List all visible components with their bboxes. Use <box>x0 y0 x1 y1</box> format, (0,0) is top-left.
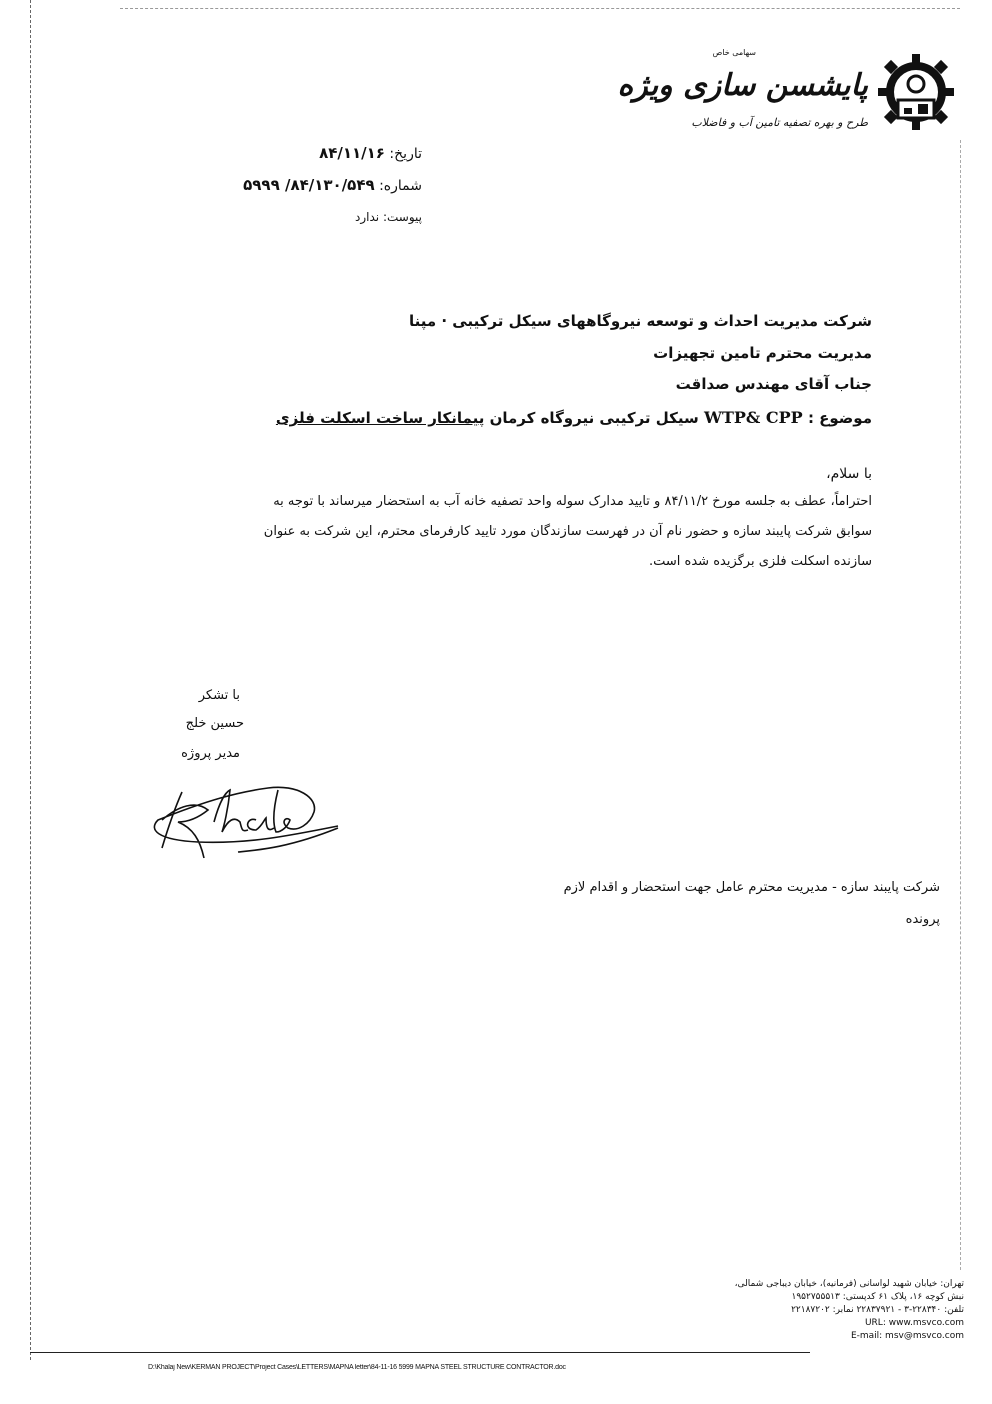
closing: با تشکر <box>198 688 240 703</box>
subject-label: موضوع : <box>807 409 872 427</box>
body-line-3: سازنده اسکلت فلزی برگزیده شده است. <box>649 554 872 569</box>
attachment-line: پیوست: ندارد <box>355 210 422 224</box>
number-value: ۸۴/۱۳۰/۵۴۹/ ۵۹۹۹ <box>243 176 375 194</box>
greeting: با سلام، <box>826 466 872 482</box>
signer-title: مدیر پروژه <box>181 746 240 761</box>
date-label: تاریخ: <box>389 146 422 162</box>
handwritten-signature <box>138 770 348 870</box>
number-line <box>243 176 422 194</box>
file-path: D:\Khalaj New\KERMAN PROJECT\Project Cases\LETTERS\MAPNA letter\84-11-16 5999 MAPNA STEEL STRUCTURE CONTRACTOR.doc <box>148 1364 566 1371</box>
recipient-person: جناب آقای مهندس صداقت <box>675 375 872 393</box>
date-value: ۸۴/۱۱/۱۶ <box>319 144 385 162</box>
company-tagline: طرح و بهره تصفیه تامین آب و فاضلاب <box>691 116 868 129</box>
scan-border-bottom <box>30 1352 810 1354</box>
subject-project-desc: سیکل ترکیبی نیروگاه کرمان <box>484 409 699 427</box>
subject-project-code: WTP& CPP <box>703 408 803 427</box>
footer-address-line-1: تهران: خیابان شهید لواسانی (فرمانیه)، خیابان دیباجی شمالی، <box>734 1279 964 1289</box>
subject-line <box>276 408 872 427</box>
company-type-label: سهامی خاص <box>712 48 756 57</box>
recipient-company: شرکت مدیریت احداث و توسعه نیروگاههای سیکل ترکیبی · مپنا <box>408 312 872 330</box>
footer-address-line-2: نبش کوچه ۱۶، پلاک ۶۱ کدپستی: ۱۹۵۲۷۵۵۵۱۳ <box>791 1292 964 1302</box>
cc-line-1: شرکت پایبند سازه - مدیریت محترم عامل جهت استحضار و اقدام لازم <box>563 880 940 895</box>
footer-url: URL: www.msvco.com <box>864 1318 964 1328</box>
scan-border-top <box>120 8 960 10</box>
footer-address <box>735 1278 964 1343</box>
footer-phones: تلفن: ۲۲۸۳۴۰-۳ - ۲۲۸۳۷۹۲۱ نمابر: ۲۲۱۸۷۲۰۲ <box>791 1305 964 1315</box>
cc-line-2: پرونده <box>905 912 940 927</box>
signer-name: حسین خلج <box>185 716 244 731</box>
body-line-2: سوابق شرکت پایبند سازه و حضور نام آن در فهرست سازندگان مورد تایید کارفرمای محترم، این شرکت به عنوان <box>263 524 872 539</box>
date-line <box>319 144 422 162</box>
recipient-department: مدیریت محترم تامین تجهیزات <box>653 344 872 362</box>
gear-logo-icon <box>876 52 956 132</box>
subject-contractor: پیمانکار ساخت اسکلت فلزی <box>275 409 485 427</box>
number-label: شماره: <box>379 178 422 194</box>
footer-email: E-mail: msv@msvco.com <box>850 1331 964 1341</box>
body-line-1: احتراماً، عطف به جلسه مورخ ۸۴/۱۱/۲ و تایید مدارک سوله واحد تصفیه خانه آب به استحضار میرساند با توجه به <box>273 494 872 509</box>
company-name: پایشسن سازی ویژه <box>617 68 868 103</box>
scan-border-right <box>960 140 962 1270</box>
letterhead-logo <box>617 44 956 144</box>
scan-border-left <box>30 0 32 1360</box>
